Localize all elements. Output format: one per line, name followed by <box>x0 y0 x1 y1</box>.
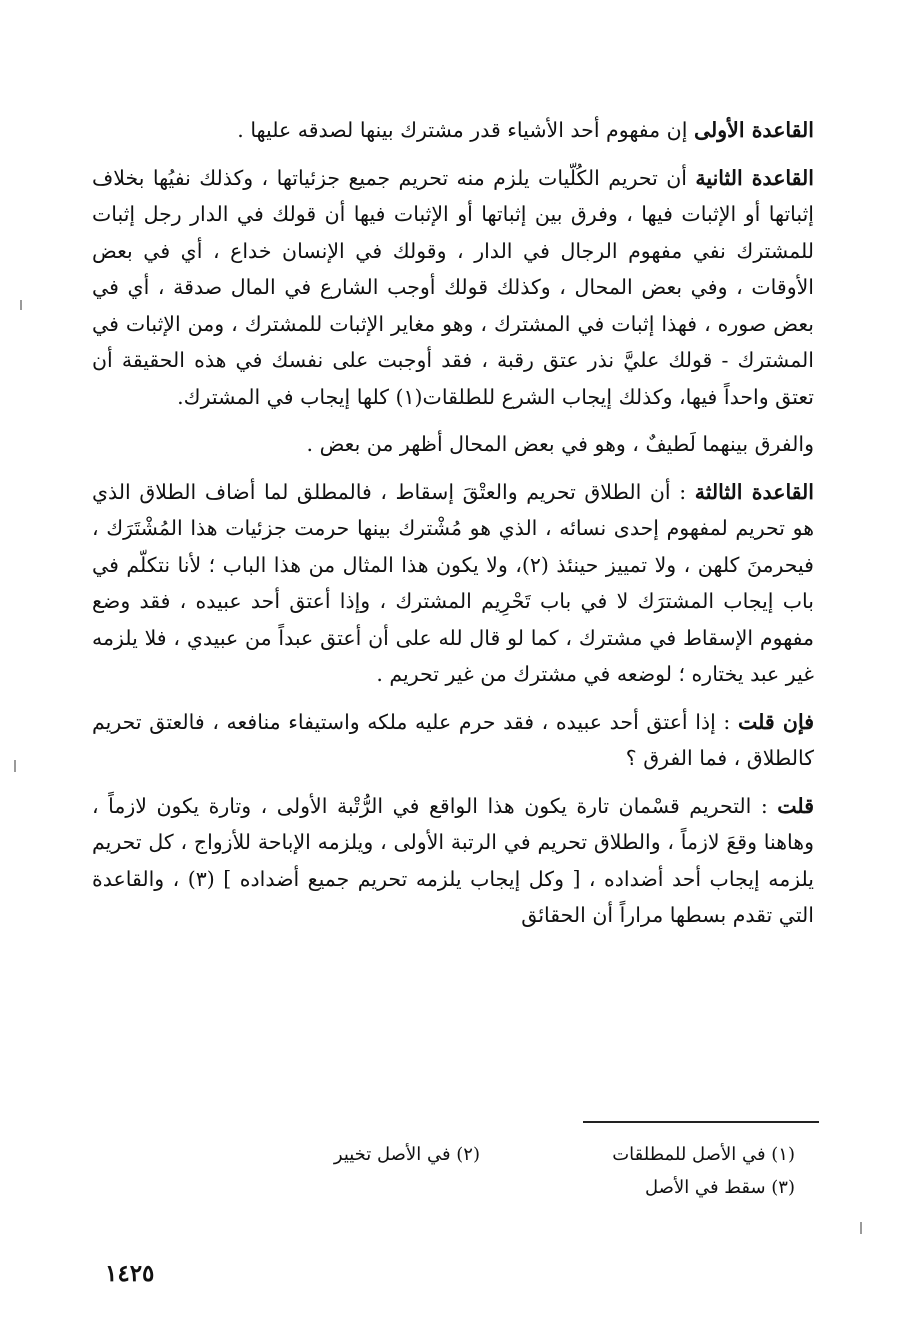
paragraph-lead: قلت <box>777 793 814 818</box>
paragraph-difference <box>92 426 814 463</box>
scan-speck <box>860 1222 862 1234</box>
footnote-3: (٣) سقط في الأصل <box>645 1177 795 1198</box>
paragraph-text: : التحريم قسْمان تارة يكون هذا الواقع في الرُّتْبة الأولى ، وتارة يكون لازماً ، وهاهنا وقعَ لازماً ، والطلاق تحريم في الرتبة الأولى ، ويلزمه الإباحة للأزواج ، كل تحريم يلزمه إيجاب أحد أضداده ، [ وكل إيجاب يلزمه تحريم جميع أضداده ] (٣) ، والقاعدة التي تقدم بسطها مراراً أن الحقائق <box>92 793 814 927</box>
paragraph-answer <box>92 788 814 934</box>
paragraph-rule-2 <box>92 160 814 416</box>
paragraph-text: : إذا أعتق أحد عبيده ، فقد حرم عليه ملكه واستيفاء منافعه ، فالعتق تحريم كالطلاق ، فما الفرق ؟ <box>92 709 814 770</box>
paragraph-rule-1 <box>92 112 814 149</box>
paragraph-lead: القاعدة الثانية <box>695 165 814 190</box>
paragraph-text: أن تحريم الكُلّيات يلزم منه تحريم جميع جزئياتها ، وكذلك نفيُها بخلاف إثباتها أو الإثبات فيها ، وفرق بين إثباتها أو الإثبات فيها أن قولك في الدار رجل إثبات للمشترك نفي مفهوم الرجال في الدار ، وقولك في الإنسان خداع ، أي في بعض الأوقات ، وفي بعض المحال ، وكذلك قولك أوجب الشارع في المال صدقة ، أي في بعض صوره ، فهذا إثبات في المشترك ، وهو مغاير الإثبات للمشترك ، ومن الإثبات في المشترك - قولك عليَّ نذر عتق رقبة ، فقد أوجبت على نفسك في هذه الحقيقة أن تعتق واحداً فيها، وكذلك إيجاب الشرع للطلقات(١) كلها إيجاب في المشترك. <box>92 165 814 409</box>
scan-speck <box>20 300 22 310</box>
paragraph-objection <box>92 704 814 777</box>
paragraph-text: والفرق بينهما لَطيفٌ ، وهو في بعض المحال أظهر من بعض . <box>306 432 814 456</box>
main-text <box>92 112 814 945</box>
footnote-1: (١) في الأصل للمطلقات <box>612 1144 795 1165</box>
paragraph-lead: القاعدة الأولى <box>693 118 814 142</box>
scan-speck <box>14 760 16 772</box>
paragraph-text: إن مفهوم أحد الأشياء قدر مشترك بينها لصدقه عليها . <box>237 118 694 142</box>
paragraph-text: : أن الطلاق تحريم والعتْقَ إسقاط ، فالمطلق لما أضاف الطلاق الذي هو تحريم لمفهوم إحدى نسائه ، الذي هو مُشْترك بينها حرمت جزئيات هذا المُشْتَرَك ، فيحرمنَ كلهن ، ولا تمييز حينئذ (٢)، ولا يكون هذا المثال من هذا الباب ؛ لأنا نتكلّم في باب إيجاب المشترَك لا في باب تَحْرِيم المشترك ، وإذا أعتق أحد عبيده ، فقد وضع مفهوم الإسقاط في مشترك ، كما لو قال لله على أن أعتق عبداً من عبيدي ، فلا يلزمه غير عبد يختاره ؛ لوضعه في مشترك من غير تحريم . <box>92 479 814 686</box>
paragraph-lead: القاعدة الثالثة <box>694 479 814 504</box>
footnote-2: (٢) في الأصل تخيير <box>333 1144 480 1165</box>
footnote-divider <box>583 1121 819 1123</box>
page-number: ١٤٢٥ <box>105 1260 155 1287</box>
paragraph-rule-3 <box>92 474 814 693</box>
paragraph-lead: فإن قلت <box>737 709 814 734</box>
